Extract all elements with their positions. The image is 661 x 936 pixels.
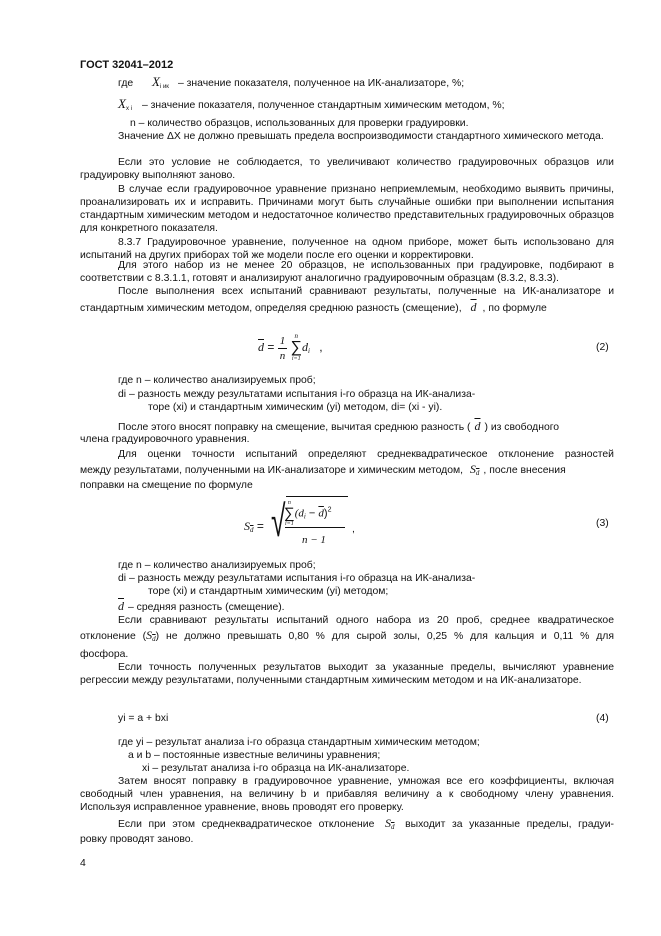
sqrt-sign: √ bbox=[271, 497, 286, 546]
s-d-symbol: $S_{\overline{d}}$ bbox=[469, 462, 480, 477]
defs4-line3: xi – результат анализа i-го образца на ИК-анализаторе. bbox=[142, 763, 410, 774]
paragraph-20-samples-line1: Если сравнивают результаты испытаний одного набора из 20 проб, среднее квадратическое bbox=[118, 615, 614, 626]
paragraph-delta-x: Значение ΔX не должно превышать предела воспроизводимости стандартного химического метода. bbox=[118, 131, 604, 142]
equation-3-comma: , bbox=[352, 524, 355, 535]
paragraph-correction-line2: члена градуировочного уравнения. bbox=[80, 434, 250, 445]
equation-3-lhs: $S_{\overline{d}}$ = bbox=[244, 519, 264, 534]
equation-3-denominator: n − 1 bbox=[302, 534, 326, 546]
x-ik-symbol: $X_{i ик}$ bbox=[152, 74, 169, 90]
paragraph-20-samples-line2: отклонение $(S_{\overline{d}})$ не должно превышать 0,80 % для сырой золы, 0,25 % для кальция и 0,11 % для bbox=[80, 628, 614, 643]
defs2-line1: где n – количество анализируемых проб; bbox=[118, 375, 316, 386]
defs4-line2: a и b – постоянные известные величины уравнения; bbox=[128, 750, 381, 761]
d-bar-symbol: $\overline{d}$ bbox=[470, 300, 477, 314]
n-definition: n – количество образцов, использованных для проверки градуировки. bbox=[130, 118, 469, 129]
paragraph-condition: Если это условие не соблюдается, то увеличивают количество градуировочных образцов или градуировку выполняют заново. bbox=[80, 157, 614, 181]
defs3-line3: торе (xi) и стандартным химическим (yi) методом; bbox=[148, 586, 389, 597]
fraction-bar bbox=[285, 527, 345, 528]
paragraph-sample-set: Для этого набор из не менее 20 образцов, не использованных при градуировке, подбирают в соответствии с 8.3.1.1, готовят и анализируют аналогично градуировочным образцам (8.3.2, 8.3.3). bbox=[80, 260, 614, 284]
defs2-line2: di – разность между результатами испытания i-го образца на ИК-анализа- bbox=[118, 389, 476, 400]
x-xi-symbol: $X_{x i}$ bbox=[118, 96, 132, 112]
standard-header: ГОСТ 32041–2012 bbox=[80, 59, 174, 71]
paragraph-20-samples-line3: фосфора. bbox=[80, 649, 129, 660]
paragraph-redo-line2: ровку проводят заново. bbox=[80, 834, 194, 845]
paragraph-accuracy-line1: Для оценки точности испытаний определяют среднеквадратическое отклонение разностей bbox=[118, 449, 614, 460]
d-bar-symbol: $\overline{d}$ bbox=[474, 419, 481, 433]
defs3-line4: $\overline{d}$ – средняя разность (смещение). bbox=[118, 599, 285, 613]
paragraph-compare-line2: стандартным химическим методом, определяя среднюю разность (смещение), $\overline{d}$ , по формуле bbox=[80, 300, 547, 314]
equation-3-number: (3) bbox=[596, 518, 609, 529]
equation-2-number: (2) bbox=[596, 342, 609, 353]
paragraph-redo-line1: Если при этом среднеквадратическое отклонение $S_{\overline{d}}$ выходит за указанные пределы, градуи- bbox=[118, 816, 614, 831]
page-number: 4 bbox=[80, 858, 86, 869]
s-d-symbol: $S_{\overline{d}}$ bbox=[146, 628, 156, 643]
s-d-symbol: $S_{\overline{d}}$ bbox=[384, 816, 395, 831]
paragraph-accuracy-line3: поправки на смещение по формуле bbox=[80, 480, 253, 491]
defs4-line1: где yi – результат анализа i-го образца стандартным химическим методом; bbox=[118, 737, 480, 748]
equation-2: $\overline{d}$ = $\frac{1}{n}$ n ∑ i=1 $d_i$ , bbox=[258, 332, 323, 362]
where-label: где bbox=[118, 78, 134, 89]
paragraph-8-3-7: 8.3.7 Градуировочное уравнение, полученное на одном приборе, может быть использовано для испытаний на других приборах той же модели после его оценки и корректировки. bbox=[80, 237, 614, 261]
x-ik-definition: – значение показателя, полученное на ИК-анализаторе, %; bbox=[178, 78, 465, 89]
defs3-line2: di – разность между результатами испытания i-го образца на ИК-анализа- bbox=[118, 573, 476, 584]
paragraph-accuracy-line2: между результатами, полученными на ИК-анализаторе и химическим методом, $S_{\overline{d}}$ , после внесения bbox=[80, 462, 566, 477]
paragraph-correction-line1: После этого вносят поправку на смещение, вычитая среднюю разность ( $\overline{d}$ ) из свободного bbox=[118, 419, 560, 433]
paragraph-unacceptable: В случае если градуировочное уравнение признано неприемлемым, необходимо выявить причины, проанализировать их и исправить. Причинами могут быть случайные ошибки при выполнении испытания стандартным химическим методом и недостаточное количество представительных градуировочных образцов для конкретного показателя. bbox=[80, 184, 614, 234]
defs3-line1: где n – количество анализируемых проб; bbox=[118, 560, 316, 571]
paragraph-compare-line1: После выполнения всех испытаний сравнивают результаты, полученные на ИК-анализаторе и bbox=[118, 286, 614, 297]
equation-4: yi = a + bxi bbox=[118, 713, 169, 724]
equation-3-numerator: n ∑ i=1 $(d_i - \overline{d})^2$ bbox=[284, 500, 332, 527]
paragraph-regression: Если точность полученных результатов выходит за указанные пределы, вычисляют уравнение регрессии между результатами, полученными стандартным химическим методом и на ИК-анализаторе. bbox=[80, 662, 614, 686]
defs2-line3: торе (xi) и стандартным химическим (yi) методом, di= (xi - yi). bbox=[148, 402, 443, 413]
x-xi-definition: – значение показателя, полученное стандартным химическим методом, %; bbox=[142, 100, 505, 111]
paragraph-apply-correction: Затем вносят поправку в градуировочное уравнение, умножая все его коэффициенты, включая свободный член уравнения, на величину b и прибавляя величину a к свободному члену уравнения. Используя исправленное уравнение, вновь проводят его проверку. bbox=[80, 776, 614, 813]
d-bar-symbol: $\overline{d}$ bbox=[118, 599, 124, 613]
equation-4-number: (4) bbox=[596, 713, 609, 724]
